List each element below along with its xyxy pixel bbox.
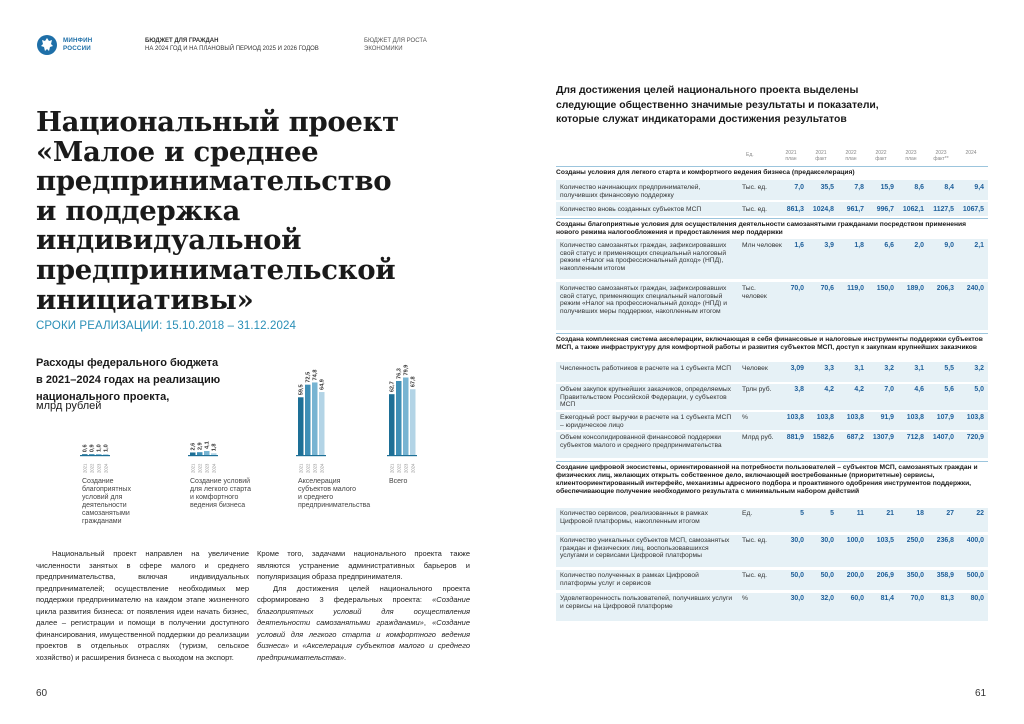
category-label-total: Всего [389,478,408,485]
chart-year-tick: 2021 [298,463,304,473]
table-rule [556,461,988,462]
chart-value-label: 79,9 [403,364,410,376]
chart-value-label: 64,9 [319,379,326,391]
chart-year-tick: 2024 [319,463,325,473]
year-header: 2021 факт [815,150,827,162]
table-row: Количество самозанятых граждан, зафиксировавших свой статус и применяющих специальный налоговый режим «Налог на профессиональный доход» (НПД), накопленным итогом Млн человек 1,6 3,9 1,8 6,6 2,0 9,0 2,1 [556,239,988,279]
chart-bar [204,451,210,455]
table-row: Количество сервисов, реализованных в рамках Цифровой платформы, накопленным итогом Ед. 5 5 11 21 18 27 22 [556,508,988,532]
chart-bar [96,454,102,455]
chart-value-label: 2,9 [197,442,204,451]
chart-baseline [387,455,417,456]
chart-bar [403,377,409,455]
chart-value-label: 1,0 [103,444,110,453]
chart-year-tick: 2023 [96,463,102,473]
chart-year-tick: 2023 [403,463,409,473]
table-rule [556,333,988,334]
unit-column-header: Ед. [746,152,754,158]
chart-year-tick: 2021 [190,463,196,473]
table-row: Объем консолидированной финансовой поддержки субъектов малого и среднего предпринимательства Млрд руб. 881,9 1582,6 687,2 1307,9 712,8 1407,0 720,9 [556,432,988,458]
chart-year-tick: 2024 [211,463,217,473]
year-header: 2024 [965,150,977,156]
table-row: Удовлетворенность пользователей, получивших услуги и сервисы на Цифровой платформе % 30,0 32,0 60,0 81,4 70,0 81,3 80,0 [556,593,988,621]
table-row: Количество начинающих предпринимателей, получивших финансовую поддержку Тыс. ед. 7,0 35,5 7,8 15,9 8,6 8,4 9,4 [556,180,988,200]
table-row: Численность работников в расчете на 1 субъекта МСП Человек 3,09 3,3 3,1 3,2 3,1 5,5 3,2 [556,362,988,382]
chart-bar [410,389,416,455]
ministry-emblem-icon [36,34,58,56]
year-header: 2023 план [905,150,917,162]
page-number-right: 61 [975,688,987,699]
section-title: Создание цифровой экосистемы, ориентированной на потребности пользователей – субъектов МСП, самозанятых граждан и физических лиц, желающих открыть собственное дело, включающей востребованные (приоритетные) сервисы, клиентоориентированный интерфейс, механизмы адресного подбора и проактивного одобрения инструментов поддержки, обеспечивающие получение необходимого результата с минимальным набором действий [556,464,978,495]
year-header: 2023 факт** [933,150,949,162]
table-row: Объем закупок крупнейших заказчиков, определяемых Правительством Российской Федерации, у субъектов МСП Трлн руб. 3,8 4,2 4,2 7,0 4,6 5,6 5,0 [556,384,988,410]
chart-year-tick: 2021 [389,463,395,473]
chart-bar [396,381,402,455]
chart-year-tick: 2023 [204,463,210,473]
chart-bar [319,392,325,455]
budget-bar-chart [60,350,440,480]
chart-bar [305,385,311,455]
year-header: 2021 план [785,150,797,162]
chart-title: Расходы федерального бюджета в 2021–2024 годах на реализацию национального проекта, [36,357,221,403]
chart-value-label: 76,3 [396,368,403,379]
chart-value-label: 72,5 [305,371,312,383]
chart-bar [89,454,95,455]
chart-value-label: 2,6 [190,442,197,451]
category-label-acceleration: Акселерация субъектов малого и среднего предпринимательства [298,478,371,509]
table-rule [556,218,988,219]
table-rule [556,166,988,167]
chart-bar [197,452,203,455]
category-label-self-employed: Создание благоприятных условий для деятельности самозанятыми гражданами [82,478,131,525]
section-title: БЮДЖЕТ ДЛЯ РОСТА ЭКОНОМИКИ [364,38,427,52]
section-title: Созданы благоприятные условия для осуществления деятельности самозанятыми гражданами посредством применения нового режима налогообложения и предоставления мер поддержки [556,221,967,236]
chart-year-tick: 2022 [396,463,402,473]
section-title: Создана комплексная система акселерации, включающая в себя финансовые и налоговые инструменты поддержки субъектов МСП, а также инфраструктуру для комфортной работы и развития субъектов МСП, доступ к закупкам крупнейших заказчиков [556,336,983,351]
chart-baseline [296,455,326,456]
chart-year-tick: 2024 [103,463,109,473]
chart-value-label: 0,6 [82,444,89,453]
table-row: Количество полученных в рамках Цифровой платформы услуг и сервисов Тыс. ед. 50,0 50,0 200,0 206,9 350,0 358,9 500,0 [556,570,988,590]
table-row: Количество уникальных субъектов МСП, самозанятых граждан и физических лиц, воспользовавшихся услугами и сервисами Цифровой платформы Тыс. ед. 30,0 30,0 100,0 103,5 250,0 236,8 400,0 [556,535,988,567]
chart-value-label: 1,0 [96,444,103,453]
chart-bar [389,394,395,455]
chart-bar [103,454,109,455]
year-header: 2022 факт [875,150,887,162]
page-title: Национальный проект «Малое и среднее предпринимательство и поддержка индивидуальной предпринимательской инициативы» [36,106,399,316]
chart-bar [312,382,318,455]
table-row: Ежегодный рост выручки в расчете на 1 субъекта МСП – юридическое лицо % 103,8 103,8 103,8 91,9 103,8 107,9 103,8 [556,412,988,430]
chart-value-label: 67,8 [410,376,417,388]
table-row: Количество вновь созданных субъектов МСП Тыс. ед. 861,3 1024,8 961,7 996,7 1062,1 1127,5 1067,5 [556,202,988,216]
body-text-column-2: Кроме того, задачами национального проекта также являются устранение административных барьеров и популяризация образа предпринимателя. Для достижения целей национального проекта сформировано 3 федеральных проекта: «Создание благоприятных условий для осуществления деятельности самозанятыми гражданами», «Создание условий для легкого старта и комфортного ведения бизнеса» и «Акселерация субъектов малого и среднего предпринимательства». [257,549,470,662]
chart-value-label: 4,1 [204,441,211,450]
chart-year-tick: 2023 [312,463,318,473]
chart-value-label: 59,5 [298,384,305,396]
page-number-left: 60 [36,688,48,699]
chart-year-tick: 2024 [410,463,416,473]
chart-baseline [188,455,218,456]
results-heading: Для достижения целей национального проекта выделены следующие общественно значимые результаты и показатели, которые служат индикаторами достижения результатов [556,85,879,126]
section-title: Созданы условия для легкого старта и комфортного ведения бизнеса (предакселерация) [556,169,855,176]
chart-bar [298,397,304,455]
category-label-easy-start: Создание условий для легкого старта и комфортного ведения бизнеса [190,478,251,509]
table-row: Количество самозанятых граждан, зафиксировавших свой статус, применяющих специальный налоговый режим «Налог на профессиональный доход» (НПД) и получивших меры поддержки, накопленным итогом Тыс. человек 70,0 70,6 119,0 150,0 189,0 206,3 240,0 [556,282,988,330]
chart-year-tick: 2021 [82,463,88,473]
chart-bar [211,453,217,455]
chart-baseline [80,455,110,456]
year-header: 2022 план [845,150,857,162]
chart-bar [82,454,88,455]
chart-value-label: 1,8 [211,443,218,452]
body-text-column-1: Национальный проект направлен на увеличение численности занятых в сфере малого и среднего предпринимательства, включая индивидуальных предпринимателей; осуществление необходимых мер поддержки предпринимателю на каждом этапе жизненного цикла развития бизнеса: от появления идеи начать бизнес, далее – регистрации и помощи в получении доступного финансирования, имущественной поддержки до реализации проектов в отдельных отраслях (туризм, сельское хозяйство) и расширения бизнеса с выходом на экспорт. [36,549,249,662]
chart-year-tick: 2022 [89,463,95,473]
chart-value-label: 74,8 [312,369,319,381]
implementation-period: СРОКИ РЕАЛИЗАЦИИ: 15.10.2018 – 31.12.2024 [36,320,296,332]
chart-year-tick: 2022 [197,463,203,473]
chart-year-tick: 2022 [305,463,311,473]
chart-value-label: 62,7 [389,381,396,393]
chart-bar [190,452,196,455]
chart-unit: млрд рублей [36,400,102,412]
document-title: БЮДЖЕТ ДЛЯ ГРАЖДАН НА 2024 ГОД И НА ПЛАНОВЫЙ ПЕРИОД 2025 И 2026 ГОДОВ [145,38,319,52]
chart-value-label: 0,9 [89,444,96,453]
ministry-logo-text: МИНФИН РОССИИ [63,37,93,52]
